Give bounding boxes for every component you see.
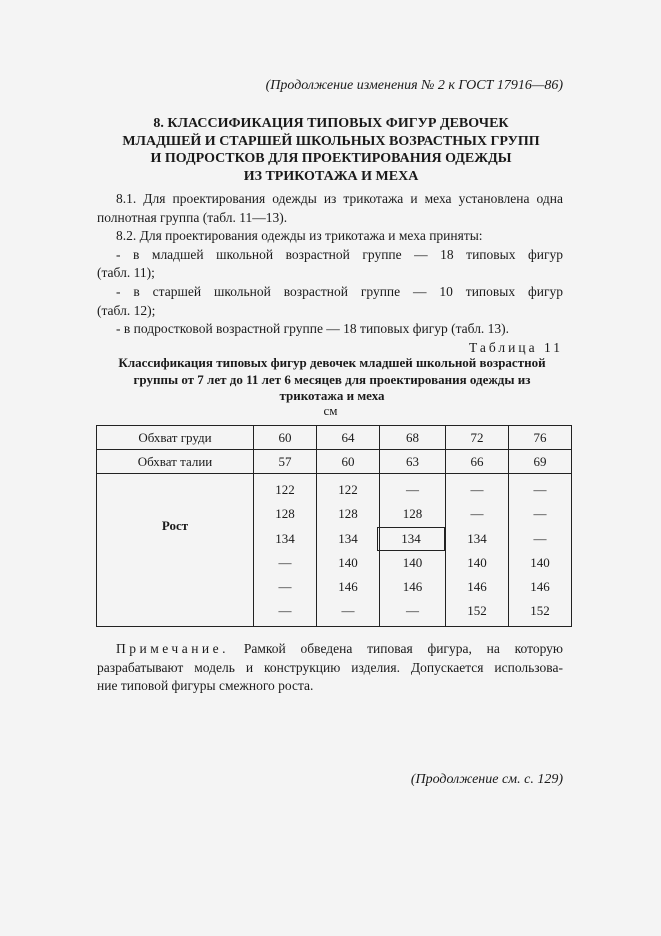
heading-line: 8. КЛАССИФИКАЦИЯ ТИПОВЫХ ФИГУР ДЕВОЧЕК bbox=[153, 116, 509, 131]
waist-value: 66 bbox=[446, 450, 509, 474]
body-text bbox=[97, 190, 563, 339]
list-item-senior-line1: - в старшей школьной возрастной группе — 10 типовых фигур bbox=[116, 283, 563, 299]
growth-value: — bbox=[406, 603, 419, 619]
growth-column bbox=[446, 474, 509, 627]
growth-value: 140 bbox=[467, 554, 487, 570]
note-line1 bbox=[97, 640, 563, 659]
bust-value: 76 bbox=[509, 426, 572, 450]
growth-value: — bbox=[341, 603, 355, 619]
growth-value: 128 bbox=[402, 506, 423, 522]
growth-value: — bbox=[533, 506, 547, 522]
note-line3: ние типовой фигуры смежного роста. bbox=[97, 678, 314, 694]
section-heading bbox=[96, 115, 566, 185]
bust-label: Обхват груди bbox=[97, 426, 254, 450]
growth-value: 146 bbox=[338, 579, 358, 595]
typical-figure-frame: 134 bbox=[377, 527, 445, 551]
waist-value: 60 bbox=[317, 450, 380, 474]
continuation-footer: (Продолжение см. с. 129) bbox=[410, 772, 563, 787]
growth-label: Рост bbox=[97, 474, 254, 627]
bust-value: 68 bbox=[380, 426, 446, 450]
growth-column bbox=[509, 474, 572, 627]
growth-value: 152 bbox=[530, 603, 550, 619]
growth-value: 134 bbox=[338, 530, 358, 546]
table-unit: см bbox=[323, 403, 338, 418]
caption-line: группы от 7 лет до 11 лет 6 месяцев для проектирования одежды из bbox=[133, 371, 531, 387]
heading-line: МЛАДШЕЙ И СТАРШЕЙ ШКОЛЬНЫХ ВОЗРАСТНЫХ ГРУПП bbox=[122, 133, 540, 149]
growth-value: 146 bbox=[467, 579, 487, 595]
growth-value: 146 bbox=[530, 579, 550, 595]
waist-value: 63 bbox=[380, 450, 446, 474]
growth-value: — bbox=[278, 554, 292, 570]
classification-table bbox=[96, 425, 572, 627]
growth-value: 140 bbox=[530, 554, 550, 570]
waist-value: 69 bbox=[509, 450, 572, 474]
continuation-header: (Продолжение изменения № 2 к ГОСТ 17916—86) bbox=[265, 78, 563, 93]
growth-value: 140 bbox=[402, 554, 423, 570]
growth-value: 128 bbox=[275, 506, 295, 522]
table-row-growth bbox=[97, 474, 572, 627]
growth-value: — bbox=[278, 579, 292, 595]
bust-value: 60 bbox=[254, 426, 317, 450]
list-item-senior-line2: (табл. 12); bbox=[97, 302, 156, 318]
paragraph-8-2: 8.2. Для проектирования одежды из трикотажа и меха приняты: bbox=[116, 228, 483, 244]
growth-value: — bbox=[533, 482, 547, 497]
paragraph-8-1-line1: 8.1. Для проектирования одежды из трикотажа и меха установлена одна bbox=[116, 191, 563, 206]
growth-value: 134 bbox=[467, 530, 487, 546]
growth-value: — bbox=[470, 506, 484, 522]
growth-column bbox=[380, 474, 446, 627]
list-item-junior-line1: - в младшей школьной возрастной группе — 18 типовых фигур bbox=[116, 246, 563, 262]
growth-column bbox=[317, 474, 380, 627]
caption-line: Классификация типовых фигур девочек младшей школьной возрастной bbox=[118, 355, 546, 370]
growth-value: — bbox=[278, 603, 292, 619]
list-item-junior-line2: (табл. 11); bbox=[97, 265, 155, 281]
bust-value: 64 bbox=[317, 426, 380, 450]
growth-column bbox=[254, 474, 317, 627]
list-item-teen: - в подростковой возрастной группе — 18 типовых фигур (табл. 13). bbox=[116, 321, 510, 337]
growth-value: 128 bbox=[338, 506, 358, 522]
note-label: Примечание. bbox=[116, 641, 230, 656]
growth-value: — bbox=[470, 482, 484, 497]
paragraph-8-1-line2: полнотная группа (табл. 11—13). bbox=[97, 209, 288, 225]
table-number-label: Таблица 11 bbox=[469, 340, 563, 355]
growth-value: — bbox=[406, 482, 419, 497]
note-line2: разрабатывают модель и конструкцию изделия. Допускается использова- bbox=[97, 659, 563, 675]
note-text: Рамкой обведена типовая фигура, на которую bbox=[229, 641, 563, 656]
table-note bbox=[97, 640, 563, 696]
table-row-waist bbox=[97, 450, 572, 474]
waist-value: 57 bbox=[254, 450, 317, 474]
heading-line: И ПОДРОСТКОВ ДЛЯ ПРОЕКТИРОВАНИЯ ОДЕЖДЫ bbox=[150, 151, 512, 166]
waist-label: Обхват талии bbox=[97, 450, 254, 474]
growth-value: 146 bbox=[402, 578, 423, 594]
table-caption bbox=[96, 355, 568, 405]
bust-value: 72 bbox=[446, 426, 509, 450]
growth-value: 140 bbox=[338, 554, 358, 570]
growth-value: 122 bbox=[275, 482, 295, 497]
growth-value: 134 bbox=[275, 530, 295, 546]
growth-value: 152 bbox=[467, 603, 487, 619]
caption-line: трикотажа и меха bbox=[279, 388, 385, 403]
heading-line: ИЗ ТРИКОТАЖА И МЕХА bbox=[243, 168, 419, 184]
growth-value: — bbox=[533, 530, 547, 546]
growth-value: 122 bbox=[338, 482, 358, 497]
table-row-bust bbox=[97, 426, 572, 450]
